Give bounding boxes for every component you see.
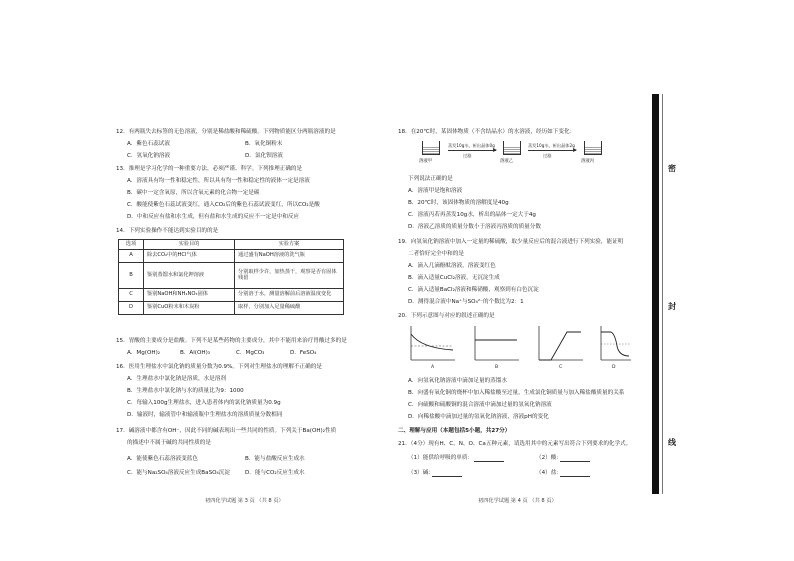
graph-a (411, 326, 455, 360)
graph-label: A (431, 365, 435, 370)
q17-stem: 17．碱溶液中都含有OH⁻，因此不同的碱表现出一些共同的性质。下列关于Ba(OH)₂性质 (116, 428, 337, 434)
left-page-footer: 初四化学试题 第 3 页 （共 8 页） (205, 498, 284, 504)
q18-option-d: D．溶液乙溶质的质量分数小于溶液丙溶质的质量分数 (408, 224, 541, 230)
graph-label: C (559, 365, 563, 370)
q12-option-a: A．紫色石蕊试液 (127, 141, 170, 147)
q15-option-b: B．Al(OH)₃ (180, 350, 211, 356)
answer-blank[interactable] (560, 461, 590, 462)
answer-blank[interactable] (432, 476, 462, 477)
q15-option-d: D．FeSO₄ (290, 350, 317, 356)
q12-option-d: D．氯化钡溶液 (245, 153, 283, 159)
table-cell: D (119, 301, 144, 314)
q18-step2-label: 蒸发10g水，析出晶体2g (528, 143, 575, 148)
arrow-right-icon (528, 150, 576, 151)
binding-bar (652, 94, 659, 494)
q19-option-c: C．滴入适量BaCl₂溶液和稀硝酸，观察到有白色沉淀 (408, 287, 539, 293)
q13-option-c: C．酸能使紫色石蕊试液变红，通入CO₂后的紫色石蕊试液变红，所以CO₂是酸 (127, 202, 320, 208)
q12-stem: 12．有两瓶失去标签的无色溶液，分别是稀盐酸和稀硫酸。下列物质能区分两瓶溶液的是 (116, 129, 336, 135)
q12-option-b: B．氧化铜粉末 (245, 141, 283, 147)
q20-option-a: A．向氢氧化钠溶液中滴加足量的蒸馏水 (408, 378, 507, 384)
q16-stem: 16．医用生理盐水中氯化钠的质量分数为0.9%。下列对生理盐水的理解不正确的是 (116, 364, 322, 370)
graph-label: D (612, 365, 616, 370)
table-row (119, 249, 344, 262)
q15-option-a: A．Mg(OH)₂ (127, 350, 161, 356)
table-row (119, 301, 344, 314)
q18-option-a: A．溶液甲是饱和溶液 (408, 188, 463, 194)
table-row (119, 288, 344, 301)
q18-option-b: B．20℃时，该固体物质的溶解度是40g (408, 200, 509, 206)
q15-stem: 15．胃酸的主要成分是盐酸。下列不是某些药物的主要成分，其中不能用来治疗胃酸过多的是 (116, 338, 347, 344)
q19-option-b: B．滴入适量CuCl₂溶液，无沉淀生成 (408, 275, 500, 281)
beaker-icon (503, 141, 521, 155)
seal-label: 线 (668, 438, 676, 447)
q21-stem: 21．（4分）现有H、C、N、O、Ca五种元素，请选用其中的元素写出符合下列要求的化学式。 (398, 441, 632, 447)
table-cell: A (119, 249, 144, 262)
seal-label: 密 (668, 164, 676, 173)
q14-stem: 14．下列实验操作不能达到实验目的的是 (116, 228, 219, 234)
table-cell: 分别溶于水，测量溶解前后溶液温度变化 (235, 288, 344, 301)
q13-stem: 13．推理是学习化学的一种重要方法，必须严谨、科学。下列推理正确的是 (116, 166, 303, 172)
left-page (110, 115, 375, 515)
q18-prompt: 下列说法正确的是 (408, 176, 453, 182)
q19-stem-cont: 二者恰好完全中和的是 (408, 251, 464, 257)
q18-stem: 18．在20℃时，某固体物质（不含结晶水）的水溶液，经历如下变化： (398, 129, 576, 135)
q17-option-a: A．能使紫色石蕊溶液变蓝色 (127, 456, 198, 462)
answer-blank[interactable] (474, 461, 504, 462)
table-header-cell: 实验目的 (144, 240, 235, 250)
q21-item-1: （1）能供给呼吸的单质： (408, 455, 474, 461)
q13-option-a: A．溶液具有均一性和稳定性，所以具有均一性和稳定性的液体一定是溶液 (127, 178, 310, 184)
q20-stem: 20．下列示意图与对应的叙述正确的是 (398, 313, 495, 319)
solution-label: 溶液乙 (500, 159, 514, 164)
q14-table (118, 239, 344, 315)
q16-option-c: C．每输入100g生理盐水，进入患者体内的氯化钠质量为0.9g (127, 400, 281, 406)
table-cell: 通过盛有NaOH溶液的洗气瓶 (235, 249, 344, 262)
table-cell: B (119, 262, 144, 288)
table-cell: 鉴别CuO粉末和木炭粉 (144, 301, 235, 314)
table-header-cell: 选项 (119, 240, 144, 250)
graph-d (601, 326, 631, 360)
q20-option-d: D．向稀盐酸中滴加过量的氢氧化钠溶液，溶液pH的变化 (408, 414, 549, 420)
q18-filter-label-2: 过滤 (543, 153, 552, 158)
beaker-icon (422, 141, 440, 155)
section-2-heading: 二、理解与应用（本题包括5小题，共27分） (398, 428, 511, 434)
table-cell: 鉴别NaOH和NH₄NO₃固体 (144, 288, 235, 301)
graph-b (475, 326, 519, 360)
q16-option-d: D．输液时，输液管中和输液瓶中生理盐水的溶质质量分数相同 (127, 412, 283, 418)
q15-option-c: C．MgCO₃ (236, 350, 265, 356)
q19-stem: 19．向氢氧化钠溶液中加入一定量的稀硫酸，取少量反应后的混合液进行下列实验，能证明 (398, 239, 624, 245)
graph-c (539, 326, 583, 360)
binding-line (662, 94, 663, 494)
q17-option-c: C．能与Na₂SO₄溶液反应生成BaSO₄沉淀 (127, 470, 230, 476)
graph-label: B (495, 365, 499, 370)
beaker-icon (584, 141, 602, 155)
table-header-cell: 实验方案 (235, 240, 344, 250)
q20-option-c: C．向硫酸和硫酸铜的混合溶液中滴加过量的氢氧化钠溶液 (408, 402, 552, 408)
seal-label: 封 (668, 302, 676, 311)
table-cell: 鉴别蒸馏水和氯化钾溶液 (144, 262, 235, 288)
right-page-footer: 初四化学试题 第 4 页 （共 8 页） (478, 498, 557, 504)
solution-label: 溶液丙 (581, 159, 595, 164)
q12-option-c: C．氢氧化钠溶液 (127, 153, 171, 159)
table-cell: 除去CO₂中的HCl气体 (144, 249, 235, 262)
arrow-right-icon (448, 150, 496, 151)
q21-item-3: （3）碱： (408, 470, 434, 476)
q13-option-b: B．碳中一定含氧原，所以含氧元素的化合物一定是碳 (127, 190, 260, 196)
q13-option-d: D．中和反应有盐和水生成，但有盐和水生成的反应不一定是中和反应 (127, 214, 300, 220)
table-header-row (119, 240, 344, 250)
q20-option-b: B．向盛有氧化铜的烧杯中加入稀盐酸至过量，生成氯化铜质量与加入稀盐酸质量的关系 (408, 390, 625, 396)
q18-option-c: C．溶液丙若再蒸发10g水，析出的晶体一定大于4g (408, 212, 536, 218)
table-cell: C (119, 288, 144, 301)
q16-option-b: B．生理盐水中氯化钠与水的质量比为9：1000 (127, 388, 244, 394)
table-cell: 取样，分别加入足量稀硫酸 (235, 301, 344, 314)
q19-option-a: A．滴入几滴酚酞溶液，溶液变红色 (408, 263, 496, 269)
q17-option-b: B．能与盐酸反应生成水 (245, 456, 305, 462)
table-cell: 分别取样少许，加热蒸干，观察是否有固体残留 (235, 262, 344, 288)
q16-option-a: A．生理盐水中氯化钠是溶质，水是溶剂 (127, 376, 226, 382)
answer-blank[interactable] (560, 476, 590, 477)
q20-graphs (405, 322, 635, 372)
q18-filter-label-1: 过滤 (463, 153, 472, 158)
q18-step1-label: 蒸发10g水，析出晶体0g (448, 143, 495, 148)
solution-label: 溶液甲 (419, 159, 433, 164)
q19-option-d: D．测得混合液中Na⁺与SO₄²⁻的个数比为2：1 (408, 299, 524, 305)
q17-option-d: D．能与CO₂反应生成水 (245, 470, 305, 476)
q21-item-2: （2）酸： (536, 455, 562, 461)
q17-stem-cont: 的描述中不属于碱的共同性质的是 (127, 440, 211, 446)
table-row (119, 262, 344, 288)
q21-item-4: （4）盐： (536, 470, 562, 476)
